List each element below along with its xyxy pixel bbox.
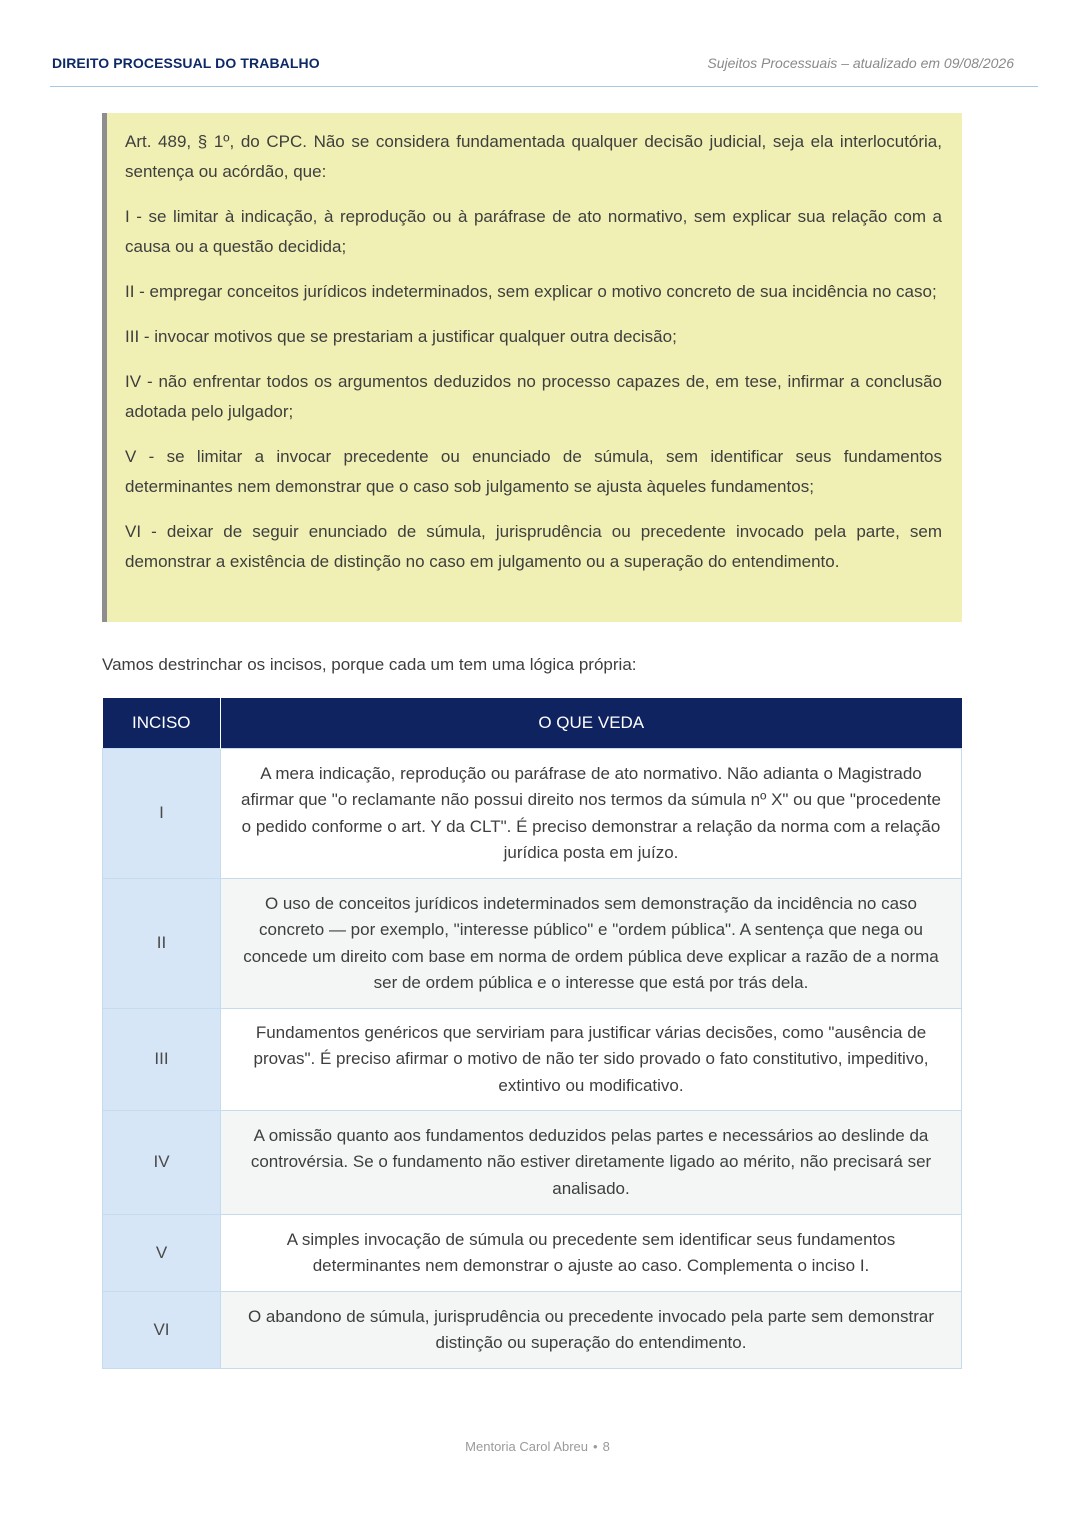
veda-cell: O uso de conceitos jurídicos indeterminados sem demonstração da incidência no caso concreto — por exemplo, "interesse público" e "ordem pública". A sentença que nega ou concede um direito com base em norma de ordem pública deve explicar a razão de a norma ser de ordem pública e o interesse que está por trás dela. [221,879,962,1009]
table-row [103,1292,962,1369]
quote-paragraph: IV - não enfrentar todos os argumentos deduzidos no processo capazes de, em tese, infirmar a conclusão adotada pelo julgador; [125,372,942,421]
table-row [103,879,962,1009]
veda-cell: A mera indicação, reprodução ou paráfrase de ato normativo. Não adianta o Magistrado afirmar que "o reclamante não possui direito nos termos da súmula nº X" ou que "procedente o pedido conforme o art. Y da CLT". É preciso demonstrar a relação da norma com a relação jurídica posta em juízo. [221,749,962,879]
incisos-table [102,698,962,1369]
quote-paragraph: III - invocar motivos que se prestariam a justificar qualquer outra decisão; [125,327,677,346]
column-header-veda: O QUE VEDA [221,698,962,749]
page-footer [0,1439,1075,1454]
footer-author: Mentoria Carol Abreu [465,1439,589,1454]
page-number: 8 [602,1439,610,1454]
veda-cell: A omissão quanto aos fundamentos deduzidos pelas partes e necessários ao deslinde da controvérsia. Se o fundamento não estiver diretamente ligado ao mérito, não precisará ser analisado. [221,1111,962,1215]
page-header [50,0,1038,87]
table-row [103,1009,962,1111]
inciso-cell: III [103,1009,221,1111]
inciso-cell: VI [103,1292,221,1369]
quote-paragraph: V - se limitar a invocar precedente ou enunciado de súmula, sem identificar seus fundamentos determinantes nem demonstrar que o caso sob julgamento se ajusta àqueles fundamentos; [125,447,942,496]
inciso-cell: I [103,749,221,879]
quote-paragraph: Art. 489, § 1º, do CPC. Não se considera fundamentada qualquer decisão judicial, seja ela interlocutória, sentença ou acórdão, que: [125,132,942,181]
table-header-row [103,698,962,749]
quote-paragraph: VI - deixar de seguir enunciado de súmula, jurisprudência ou precedente invocado pela parte, sem demonstrar a existência de distinção no caso em julgamento ou a superação do entendimento. [125,522,942,571]
veda-cell: Fundamentos genéricos que serviriam para justificar várias decisões, como "ausência de provas". É preciso afirmar o motivo de não ter sido provado o fato constitutivo, impeditivo, extintivo ou modificativo. [221,1009,962,1111]
header-subject: DIREITO PROCESSUAL DO TRABALHO [52,55,320,71]
table-row [103,1215,962,1292]
inciso-cell: V [103,1215,221,1292]
quote-paragraph: I - se limitar à indicação, à reprodução ou à paráfrase de ato normativo, sem explicar sua relação com a causa ou a questão decidida; [125,207,942,256]
column-header-inciso: INCISO [103,698,221,749]
table-row [103,749,962,879]
inciso-cell: IV [103,1111,221,1215]
footer-separator: • [593,1439,598,1454]
law-quote-block [102,113,962,622]
table-row [103,1111,962,1215]
inciso-cell: II [103,879,221,1009]
intro-text: Vamos destrinchar os incisos, porque cada um tem uma lógica própria: [102,655,637,674]
veda-cell: A simples invocação de súmula ou precedente sem identificar seus fundamentos determinantes nem demonstrar o ajuste ao caso. Complementa o inciso I. [221,1215,962,1292]
quote-paragraph: II - empregar conceitos jurídicos indeterminados, sem explicar o motivo concreto de sua incidência no caso; [125,282,937,301]
header-topic-date: Sujeitos Processuais – atualizado em 09/08/2026 [707,55,1014,71]
veda-cell: O abandono de súmula, jurisprudência ou precedente invocado pela parte sem demonstrar distinção ou superação do entendimento. [221,1292,962,1369]
